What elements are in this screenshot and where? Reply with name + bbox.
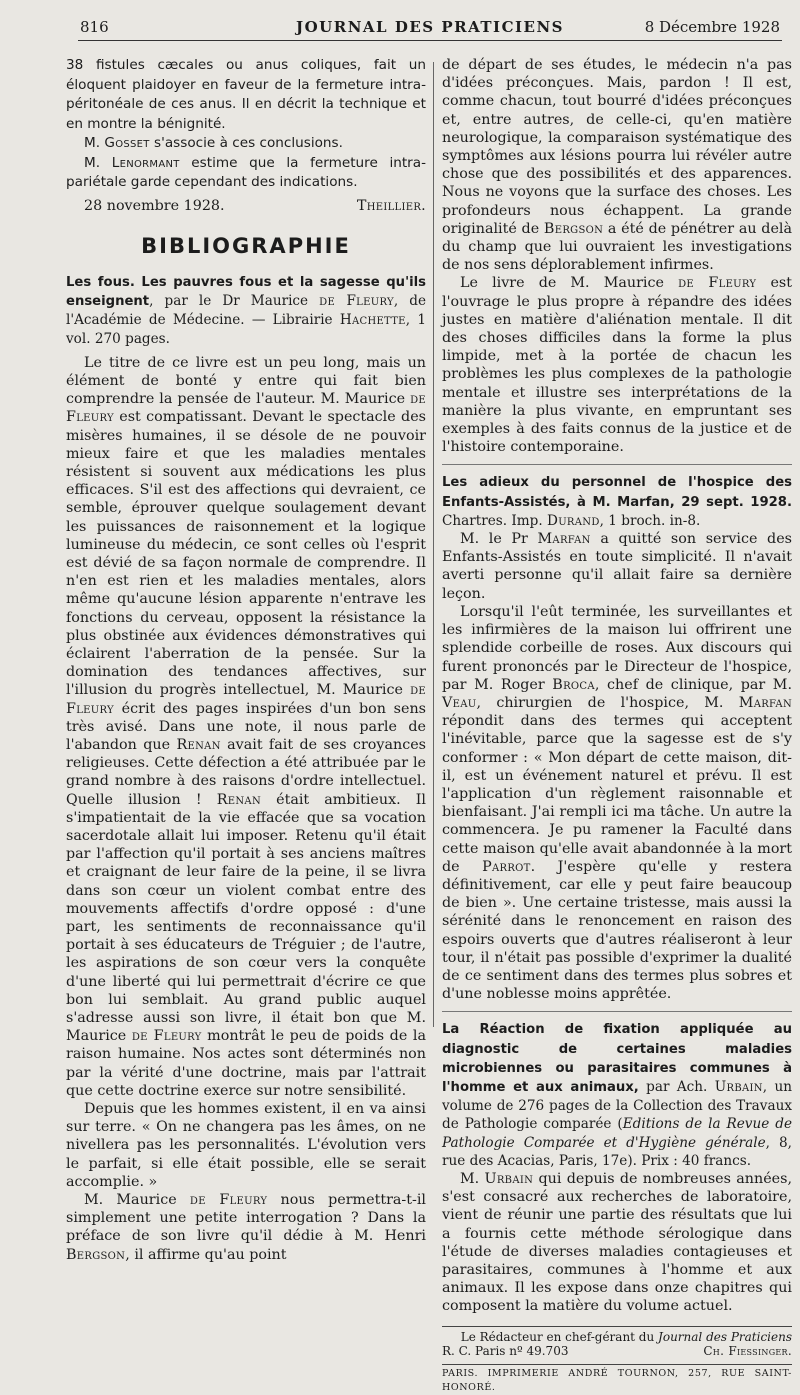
- paragraph: [66, 134, 426, 154]
- person-name: de Fleury: [189, 1192, 268, 1209]
- person-name: Lenormant: [111, 154, 180, 171]
- person-name: Parrot: [482, 858, 531, 875]
- person-name: Gosset: [104, 135, 150, 151]
- person-name: Bergson: [543, 220, 604, 237]
- text: répondit dans des termes qui acceptent l'inévitable, parce que la sagesse est de s'y conformer : « Mon départ de cette maison, dit-il, est un événement naturel et prévu. Il est l'application d'un règlement raisonnable et bienfaisant. J'ai rempli ici ma tâche. Un autre la commencera. Je pu ramener la Faculté dans cette maison qu'elle avait abandonnée à la mort de: [442, 713, 792, 875]
- text: est compatissant. Devant le spectacle des misères humaines, il se désole de ne pouvoir mieux faire et que les maladies mentales résistent si souvent aux médications les plus efficaces. S'il est des affections qui devraient, ce semble, éprouver quelque soulagement devant les puissances de raisonnement et la logique lumineuse du médecin, ce sont celles où l'esprit est dévié de sa façon normale de comprendre. Il n'en est rien et les maladies mentales, alors même qu'aucune lésion apparente n'entrave les fonctions du cerveau, opposent la résistance la plus obstinée aux évidences démonstratives qui éclairent l'aberration de la pensée. Sur la domination des tendances affectives, sur l'illusion du progrès intellectuel, M. Maurice: [66, 409, 426, 699]
- bibliography-entry: [66, 273, 426, 348]
- text: M.: [84, 154, 112, 171]
- text: , chef de clinique, par M.: [594, 676, 792, 693]
- text: avait fait de ses croyances religieuses. Cette défection a été attribuée par le grand nombre à des raisons d'ordre intellectuel. Quelle illusion !: [66, 736, 426, 808]
- text: nous permettra-t-il simplement une petite interrogation ? Dans la préface de son livre qu'il dédie à M. Henri: [66, 1192, 426, 1245]
- publisher-name: Hachette: [339, 312, 406, 329]
- text: a quitté son service des Enfants-Assistés en toute simplicité. Il n'avait averti personne qu'il allait faire sa dernière leçon.: [442, 531, 792, 602]
- text: Chartres. Imp.: [442, 512, 547, 529]
- entry-title: Les adieux du personnel de l'hospice des Enfants-Assistés, à M. Marfan, 29 sept. 1928.: [442, 475, 792, 510]
- person-name: Renan: [216, 791, 262, 808]
- paragraph: [442, 603, 792, 1003]
- journal-name: Journal des Praticiens: [658, 1329, 792, 1344]
- manager-name: Ch. Fiessinger.: [703, 1343, 792, 1358]
- registration-line: [442, 1344, 792, 1358]
- printer-imprint: PARIS. IMPRIMERIE ANDRÉ TOURNON, 257, RUE SAINT-HONORÉ.: [442, 1364, 792, 1395]
- paragraph: [442, 56, 792, 274]
- paragraph: [442, 1170, 792, 1316]
- text: écrit des pages inspirées d'un bon sens très avisé. Dans une note, il nous parle de l'abandon que: [66, 700, 426, 753]
- text: Lorsqu'il l'eût terminée, les surveillantes et les infirmières de la maison lui offrirent une splendide corbeille de roses. Aux discours qui furent prononcés par le Directeur de l'hospice, par M. Roger: [442, 603, 792, 693]
- journal-title: JOURNAL DES PRATICIENS: [296, 18, 564, 36]
- paragraph: [66, 354, 426, 1100]
- right-column: [442, 56, 792, 1395]
- person-name: de Fleury: [66, 391, 426, 426]
- signature-author: Theillier.: [356, 197, 426, 214]
- text: par Ach.: [638, 1078, 715, 1095]
- entry-separator: [442, 1011, 792, 1012]
- person-name: Marfan: [738, 694, 792, 711]
- text: estime que la fermeture intra-pariétale garde cependant des indications.: [66, 154, 426, 190]
- person-name: de Fleury: [66, 682, 426, 717]
- person-name: Broca: [552, 676, 595, 693]
- text: , de l'Académie de Médecine. — Librairie: [66, 293, 427, 329]
- entry-separator: [442, 464, 792, 465]
- paragraph: [66, 1191, 426, 1264]
- issue-date: 8 Décembre 1928: [644, 18, 780, 36]
- paragraph: [442, 274, 792, 456]
- signature-line: [66, 197, 426, 215]
- paragraph: [66, 154, 426, 193]
- text: montrât le peu de poids de la raison humaine. Nos actes sont déterminés non par la vérité d'une doctrine, mais par l'attrait que cette doctrine exerce sur notre sensibilité.: [66, 1028, 426, 1099]
- text: , 1 vol. 270 pages.: [66, 312, 426, 347]
- person-name: Urbain: [714, 1078, 763, 1095]
- person-name: de Fleury: [131, 1028, 202, 1045]
- person-name: de Fleury: [678, 275, 757, 292]
- editor-line: [442, 1330, 792, 1344]
- text: a été de pénétrer au delà du champ que lui ouvraient les investigations de nos sens déplorablement infirmes.: [442, 220, 792, 274]
- bibliography-entry: [442, 473, 792, 530]
- text: , un volume de 276 pages de la Collection des Travaux de Pathologie comparée (: [442, 1078, 793, 1133]
- text: 38 fistules cæcales ou anus coliques, fait un éloquent plaidoyer en faveur de la fermeture intra-péritonéale de ces anus. Il en décrit la technique et en montre la bénignité.: [66, 57, 426, 132]
- text: était ambitieux. Il s'impatientait de la vie effacée que sa vocation sacerdotale allait lui imposer. Retenu qu'il était par l'affection qu'il portait à ses anciens maîtres et craignant de leur faire de la peine, il se livra dans son cœur un violent combat entre des mouvements affectifs d'ordre opposé : d'une part, les sentiments de reconnaissance qu'il portait à ses éducateurs de Tréguier ; de l'autre, les aspirations de son cœur vers la conquête d'une liberté qui lui permettrait d'écrire ce que bon lui semblait. Au grand public auquel s'adresse aussi son livre, il était bon que M. Maurice: [66, 791, 426, 1045]
- entry-title: Les fous. Les pauvres fous et la sagesse qu'ils enseignent: [66, 274, 426, 310]
- person-name: de Fleury: [319, 293, 394, 310]
- person-name: Urbain: [484, 1170, 534, 1187]
- section-title: BIBLIOGRAPHIE: [141, 233, 351, 258]
- text: est l'ouvrage le plus propre à répandre des idées justes en matière d'aliénation mentale. Il dit des choses difficiles dans la forme la plus limpide, met à la portée de chacun les problèmes les plus complexes de la pathologie mentale et illustre ses interprétations de la manière la plus vivante, en empruntant ses exemples à des faits connus de la justice et de l'histoire contemporaine.: [442, 275, 792, 456]
- text: M.: [460, 1170, 485, 1187]
- text: Depuis que les hommes existent, il en va ainsi sur terre. « On ne changera pas les âmes, on ne nivellera pas les personnalités. L'évolution vers le parfait, si elle était possible, elle se serait accomplie. »: [66, 1101, 426, 1190]
- header-rule: [78, 40, 782, 41]
- paragraph: [66, 1100, 426, 1191]
- colophon: [442, 1326, 792, 1395]
- entry-title: La Réaction de fixation appliquée au diagnostic de certaines maladies microbiennes ou parasitaires communes à l'homme et aux animaux,: [442, 1022, 792, 1095]
- column-divider: [433, 62, 434, 1027]
- text: , il affirme qu'au point: [125, 1246, 287, 1263]
- printer-name: Durand: [547, 512, 600, 529]
- text: Le titre de ce livre est un peu long, mais un élément de bonté y entre qui fait bien comprendre la pensée de l'auteur. M. Maurice: [66, 354, 426, 408]
- text: Le livre de M. Maurice: [460, 275, 679, 292]
- text: M. le Pr: [460, 531, 538, 548]
- paragraph: [66, 56, 426, 134]
- text: s'associe à ces conclusions.: [149, 135, 343, 151]
- page-number: 816: [80, 18, 109, 36]
- person-name: Bergson: [66, 1246, 126, 1263]
- bibliography-entry: [442, 1020, 792, 1170]
- left-column: [66, 56, 426, 1264]
- person-name: Veau: [442, 694, 477, 711]
- text: , 1 broch. in-8.: [599, 512, 701, 529]
- signature-date: 28 novembre 1928.: [84, 197, 225, 214]
- text: , chirurgien de l'hospice, M.: [476, 694, 739, 711]
- text: M. Maurice: [84, 1192, 190, 1209]
- registry-number: R. C. Paris nº 49.703: [442, 1343, 569, 1358]
- person-name: Renan: [176, 736, 221, 753]
- text: M.: [84, 135, 105, 151]
- text: de départ de ses études, le médecin n'a pas d'idées préconçues. Mais, pardon ! Il est, comme chacun, tout bourré d'idées préconçues et, entre autres, de celle-ci, qu'en matière neurologique, la comparaison systématique des symptômes aux lésions pourra lui révéler autre chose que des possibilités et des apparences. Nous ne voyons que la surface des choses. Les profondeurs nous échappent. La grande originalité de: [442, 57, 792, 237]
- text: , par le Dr Maurice: [149, 293, 320, 310]
- text: . J'espère qu'elle y restera définitivement, car elle y peut faire beaucoup de bien ». Une certaine tristesse, mais aussi la sérénité dans le renoncement en raison des espoirs ouverts que d'autres réaliseront à leur tour, il n'était pas possible d'exprimer la dualité de ce sentiment dans des termes plus sobres et d'une noblesse moins apprêtée.: [442, 858, 792, 1003]
- text: qui depuis de nombreuses années, s'est consacré aux recherches de laboratoire, vient de réunir une partie des résultats que lui a fournis cette méthode sérologique dans l'étude de diverses maladies contagieuses et parasitaires, communes à l'homme et aux animaux. Il les expose dans onze chapitres qui composent la matière du volume actuel.: [442, 1170, 792, 1315]
- person-name: Marfan: [537, 531, 591, 548]
- running-header: [80, 14, 780, 40]
- publisher-name: Editions de la Revue de Pathologie Comparée et d'Hygiène générale: [442, 1116, 793, 1151]
- text: Le Rédacteur en chef-gérant du: [460, 1329, 659, 1344]
- paragraph: [442, 530, 792, 603]
- text: , 8, rue des Acacias, Paris, 17e). Prix : 40 francs.: [442, 1134, 792, 1169]
